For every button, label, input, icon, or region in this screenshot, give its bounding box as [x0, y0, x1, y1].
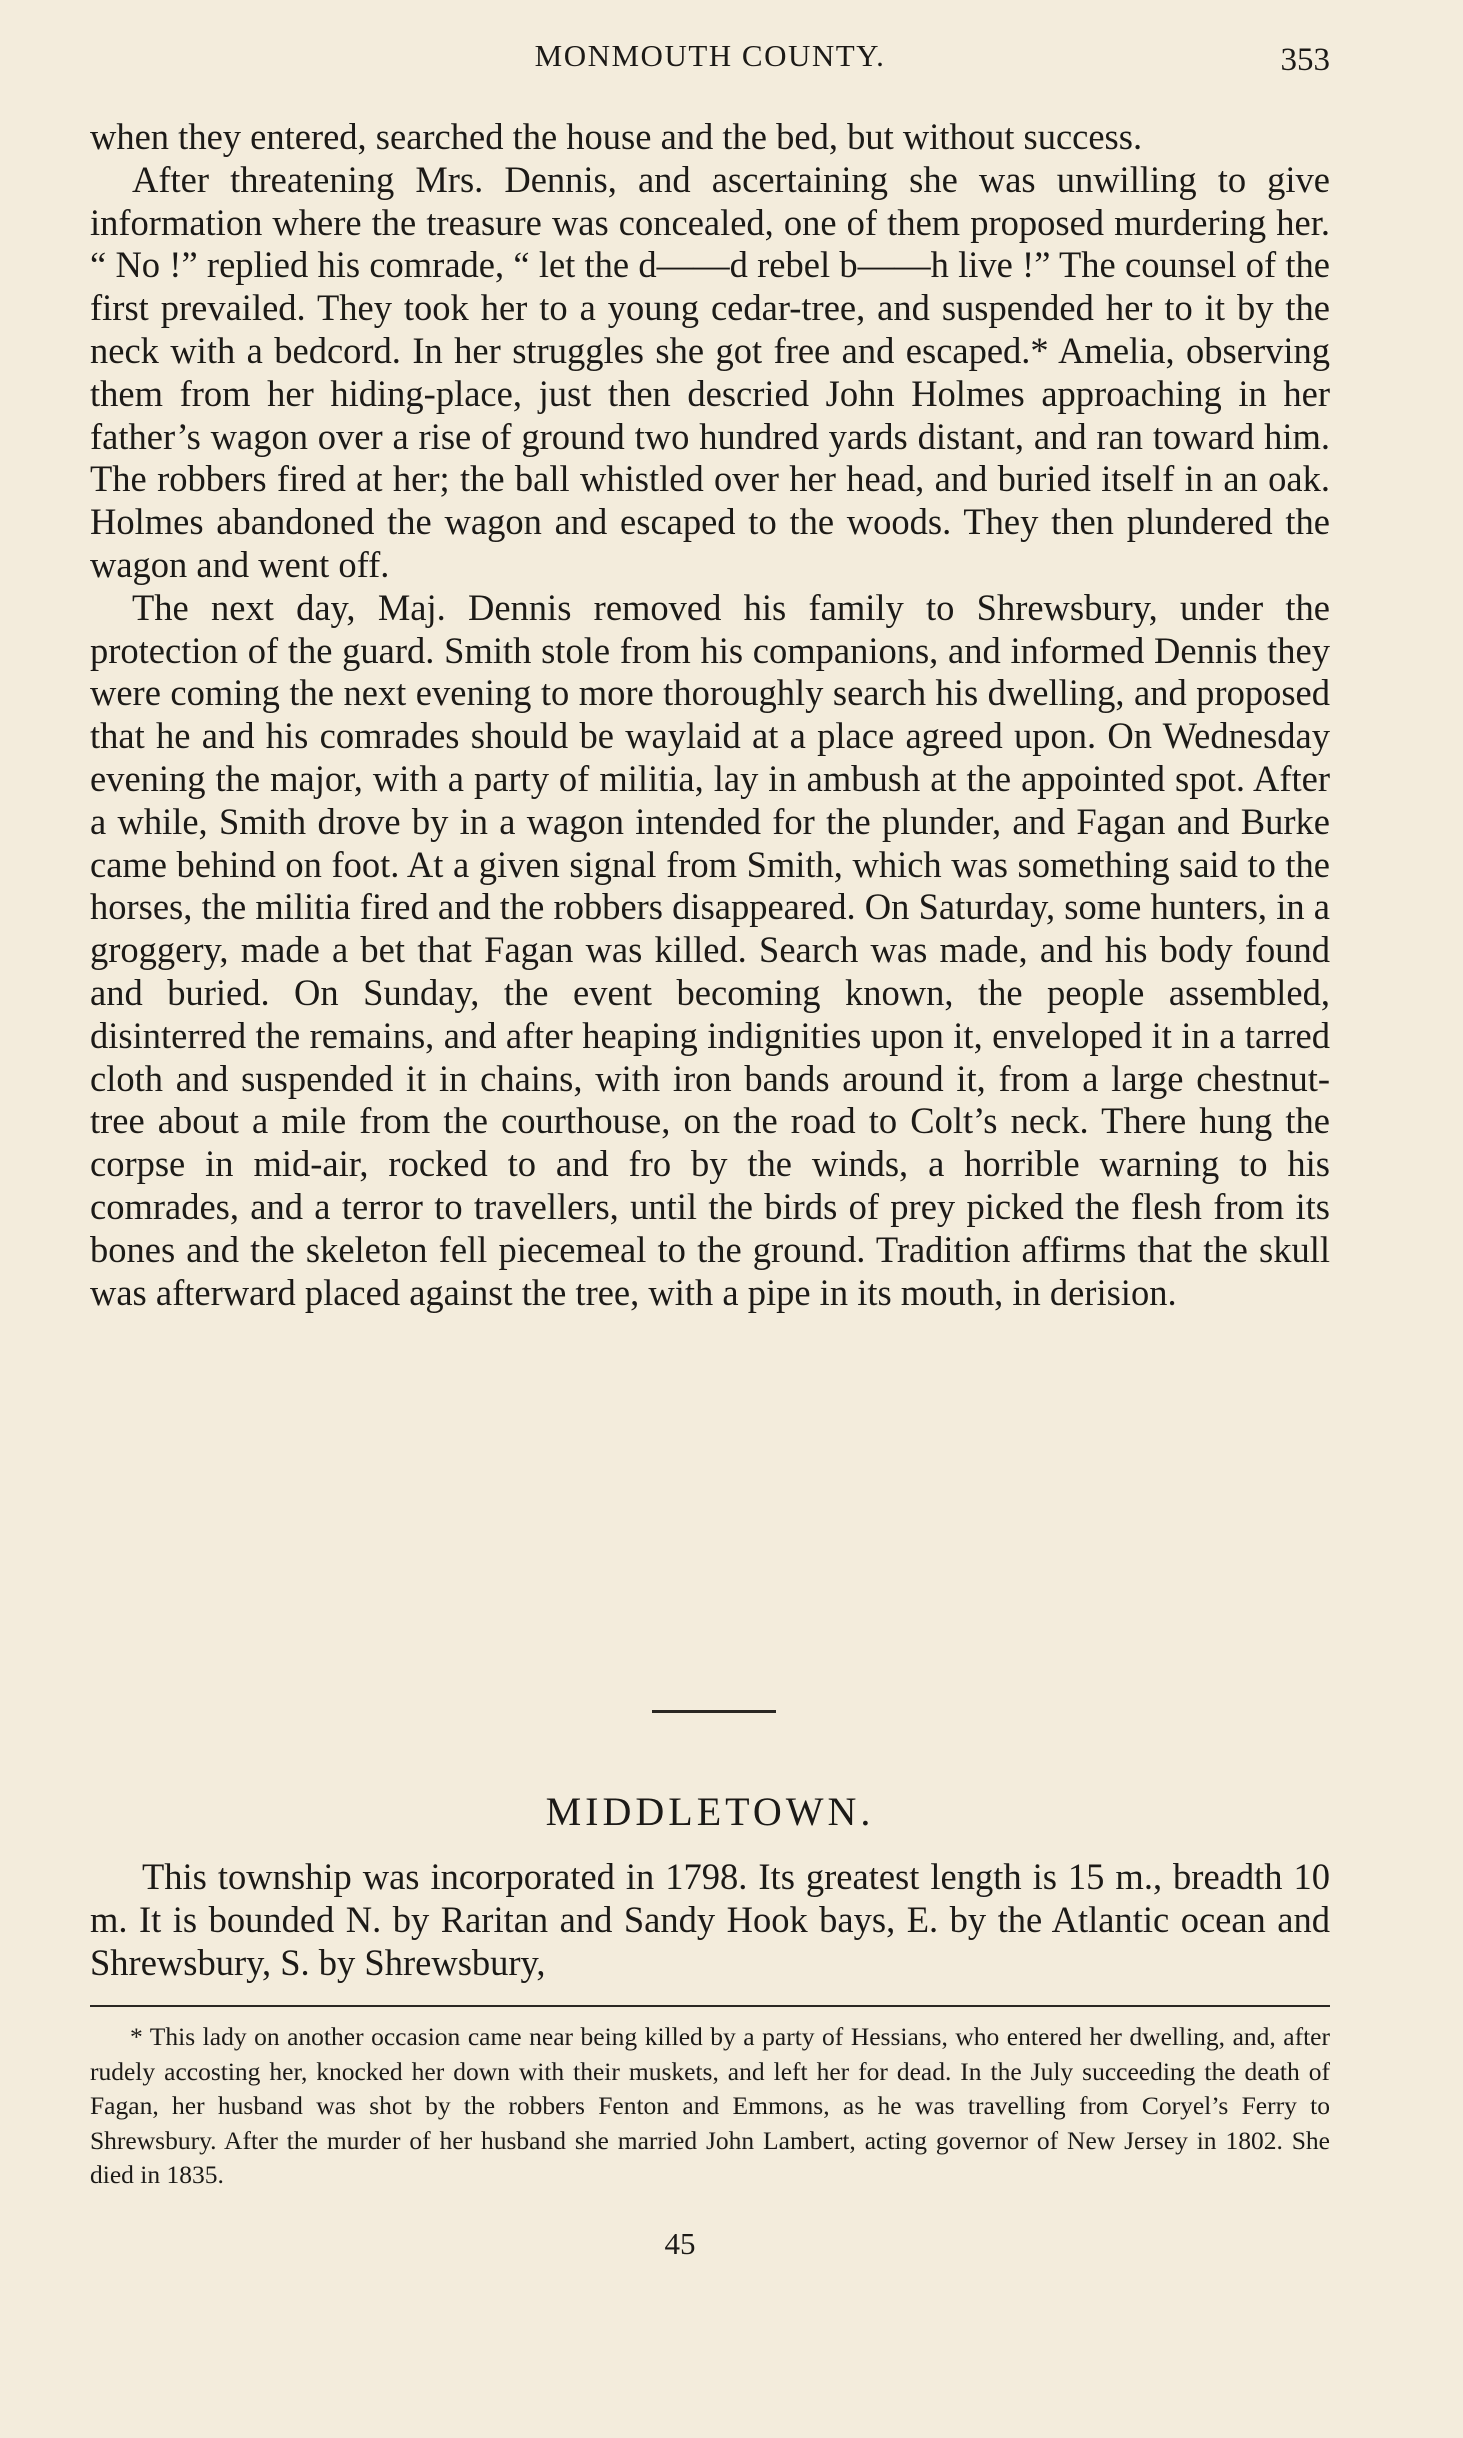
section-text: [90, 1856, 1330, 1984]
paragraph-threatening: After threatening Mrs. Dennis, and ascertaining she was unwilling to give information where the treasure was concealed, one of them proposed murdering her. “ No !” replied his comrade, “ let the d——d rebel b——h live !” The counsel of the first prevailed. They took her to a young cedar-tree, and suspended her to it by the neck with a bedcord. In her struggles she got free and escaped.* Amelia, observing them from her hiding-place, just then descried John Holmes approaching in her father’s wagon over a rise of ground two hundred yards distant, and ran toward him. The robbers fired at her; the ball whistled over her head, and buried itself in an oak. Holmes abandoned the wagon and escaped to the woods. They then plundered the wagon and went off.: [90, 158, 1330, 585]
paragraph-continuation: when they entered, searched the house and the bed, but without success.: [90, 116, 1143, 157]
footnote: [90, 2020, 1330, 2193]
signature-mark: 45: [664, 2226, 696, 2261]
running-head: [90, 38, 1330, 88]
running-title: MONMOUTH COUNTY.: [534, 38, 886, 73]
section-divider: [652, 1710, 776, 1713]
body-text: [90, 116, 1330, 1314]
paragraph-middletown: This township was incorporated in 1798. Its greatest length is 15 m., breadth 10 m. It is bounded N. by Raritan and Sandy Hook bays, E. by the Atlantic ocean and Shrewsbury, S. by Shrewsbury,: [90, 1856, 1330, 1983]
page-number: 353: [1280, 42, 1330, 78]
footnote-divider: [90, 2005, 1330, 2007]
paragraph-next-day: The next day, Maj. Dennis removed his family to Shrewsbury, under the protection of the guard. Smith stole from his companions, and informed Dennis they were coming the next evening to more thoroughly search his dwelling, and proposed that he and his comrades should be waylaid at a place agreed upon. On Wednesday evening the major, with a party of militia, lay in ambush at the appointed spot. After a while, Smith drove by in a wagon intended for the plunder, and Fagan and Burke came behind on foot. At a given signal from Smith, which was something said to the horses, the militia fired and the robbers disappeared. On Saturday, some hunters, in a groggery, made a bet that Fagan was killed. Search was made, and his body found and buried. On Sunday, the event becoming known, the people assembled, disinterred the remains, and after heaping indignities upon it, enveloped it in a tarred cloth and suspended it in chains, with iron bands around it, from a large chestnut-tree about a mile from the courthouse, on the road to Colt’s neck. There hung the corpse in mid-air, rocked to and fro by the winds, a horrible warning to his comrades, and a terror to travellers, until the birds of prey picked the flesh from its bones and the skeleton fell piecemeal to the ground. Tradition affirms that the skull was afterward placed against the tree, with a pipe in its mouth, in derision.: [90, 586, 1330, 1313]
section-heading: MIDDLETOWN.: [545, 1789, 875, 1834]
footnote-text: * This lady on another occasion came near being killed by a party of Hessians, who entered her dwelling, and, after rudely accosting her, knocked her down with their muskets, and left her for dead. In the July succeeding the death of Fagan, her husband was shot by the robbers Fenton and Emmons, as he was travelling from Coryel’s Ferry to Shrewsbury. After the murder of her husband she married John Lambert, acting governor of New Jersey in 1802. She died in 1835.: [90, 2022, 1330, 2189]
